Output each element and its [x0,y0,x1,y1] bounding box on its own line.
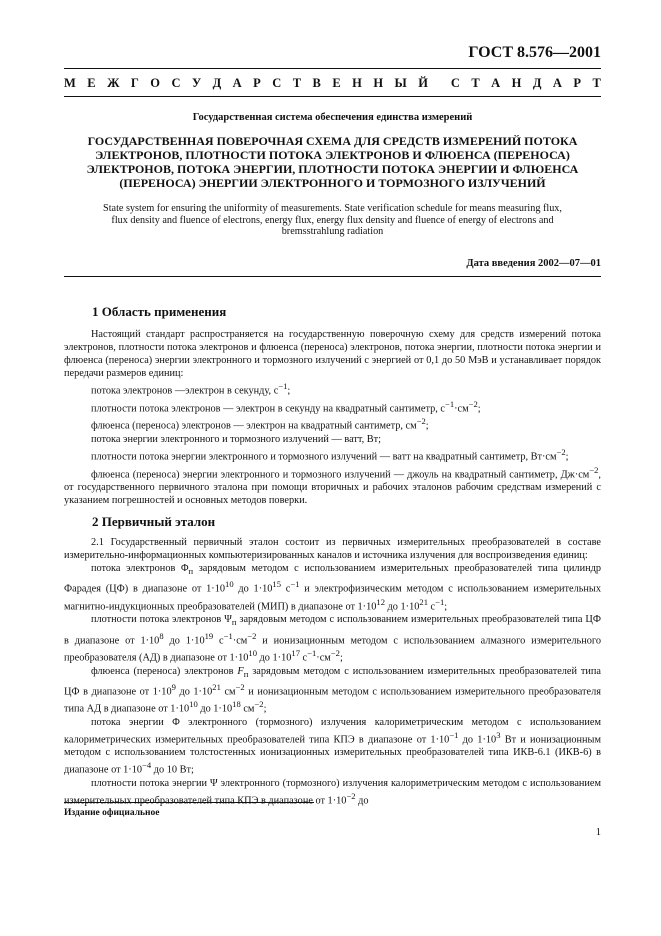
banner-letter: О [150,76,161,90]
banner-letter: Й [418,76,428,90]
banner-letter: Д [212,76,222,90]
section-2-heading: 2 Первичный эталон [92,514,216,529]
list-item: потока энергии электронного и тормозного излучений — ватт, Вт; [91,433,381,445]
banner-letter: М [64,76,76,90]
footer-rule [64,802,314,803]
banner-letter: Ж [107,76,120,90]
banner-letter: А [552,76,562,90]
list-item: плотности потока энергии электронного и тормозного излучений — ватт на квадратный сантиметр, $Вт\cdot см^{-2}$; [91,447,569,463]
banner-letter: С [171,76,181,90]
banner-letter: Н [352,76,362,90]
banner-letter: Т [292,76,302,90]
list-item: флюенса (переноса) энергии электронного и тормозного излучений — джоуль на квадратный сантиметр, $Дж\cdot см^{-2}$, от государственного первичного эталона при помощи вторичных и рабочих эталонов рабочим средствам измерений с указанием погрешностей и основных методов поверки. [64,464,601,507]
english-title-line: flux density and fluence of electrons, energy flux, energy flux density and fluence of energy of electrons and [111,214,554,226]
banner-letter: Т [592,76,601,90]
paragraph: плотности потока энергии Ψ электронного (тормозного) излучения калориметрическим методом с использованием измерительных преобразователей типа КПЭ в диапазоне от $1\cdot 10^{-2}$ до [64,777,601,807]
section-1-body [64,328,601,507]
english-title-line: State system for ensuring the uniformity of measurements. State verification schedule for means measuring flux, [103,203,562,214]
standard-banner [64,76,601,91]
banner-letter: Е [87,76,96,90]
banner-letter: Н [373,76,384,90]
banner-letter: Г [130,76,139,90]
english-title-line: bremsstrahlung radiation [281,226,384,237]
main-title-line: ЭЛЕКТРОНОВ, ПОТОКА ЭНЕРГИИ, ПЛОТНОСТИ ПОТОКА ЭНЕРГИИ И ФЛЮЕНСА [86,162,579,176]
banner-letter: В [312,76,321,90]
english-title [64,203,601,238]
banner-letter: Д [532,76,542,90]
paragraph: Настоящий стандарт распространяется на государственную поверочную схему для средств измерений потока электронов, плотности потока электронов и флюенса (переноса) электронов, потока энергии, плотности потока энергии и флюенса (переноса) энергии электронного и тормозного излучений с энергией от 0,1 до 50 МэВ и устанавливает порядок передачи размеров единиц: [64,329,601,380]
banner-letter: Р [253,76,261,90]
banner-letter: А [232,76,242,90]
banner-letter: У [191,76,202,90]
paragraph: флюенса (переноса) электронов $F_п$ зарядовым методом с использованием измерительных преобразователей типа ЦФ в диапазоне от $1\cdot 10^9$ до $1\cdot 10^{21}$ $см^{-2}$ и ионизационным методом с использованием измерительного преобразователя типа АД в диапазоне от $1\cdot 10^{10}$ до $1\cdot 10^{18}$ $см^{-2}$; [64,665,601,715]
section-1-heading: 1 Область применения [92,304,227,319]
section-2-body [64,536,601,808]
banner-letter: С [272,76,282,90]
banner-letter: Т [471,76,480,90]
paragraph: потока электронов $\Phi_п$ зарядовым методом с использованием измерительных преобразователей типа цилиндр Фарадея (ЦФ) в диапазоне от $1\cdot 10^{10}$ до $1\cdot 10^{15}$ $с^{-1}$ и электрофизическим методом с использованием измерительных магнитно-индукционных преобразователей (МИП) в диапазоне от $1\cdot 10^{12}$ до $1\cdot 10^{21}$ $с^{-1}$; [64,563,601,613]
paragraph: плотности потока электронов $\Psi_п$ зарядовым методом с использованием измерительных преобразователей типа ЦФ в диапазоне от $1\cdot 10^8$ до $1\cdot 10^{19}$ $с^{-1}\cdot см^{-2}$ и ионизационным методом с использованием алмазного измерительного преобразователя (АД) в диапазоне от $1\cdot 10^{10}$ до $1\cdot 10^{17}$ $с^{-1}\cdot см^{-2}$; [64,614,601,664]
banner-letter: Ы [394,76,407,90]
page-number: 1 [595,827,601,838]
banner-letter: Н [511,76,522,90]
paragraph: 2.1 Государственный первичный эталон состоит из первичных измерительных преобразователей в составе измерительно-информационных компьютеризированных каналов и источника излучения для воспроизведения единиц: [64,537,601,562]
banner-letter: С [450,76,460,90]
main-title-line: ГОСУДАРСТВЕННАЯ ПОВЕРОЧНАЯ СХЕМА ДЛЯ СРЕДСТВ ИЗМЕРЕНИЙ ПОТОКА [87,134,578,148]
edition-note: Издание официальное [64,808,160,818]
header-rule-top [64,68,601,69]
series-title: Государственная система обеспечения единства измерений [192,112,473,123]
main-title-line: (ПЕРЕНОСА) ЭНЕРГИИ ЭЛЕКТРОННОГО И ТОРМОЗНОГО ИЗЛУЧЕНИЙ [119,176,546,190]
doc-number: ГОСТ 8.576—2001 [468,44,601,61]
intro-date: Дата введения 2002—07—01 [466,258,601,269]
header-rule-bottom [64,96,601,97]
list-item: потока электронов —электрон в секунду, $с^{-1}$; [91,381,291,397]
main-title [64,134,601,190]
list-item: плотности потока электронов — электрон в секунду на квадратный сантиметр, $с^{-1}\cdot см^{-2}$; [91,398,481,415]
paragraph: потока энергии Φ электронного (тормозного) излучения калориметрическим методом с использованием калориметрических измерительных преобразователей типа КПЭ в диапазоне от $1\cdot 10^{-1}$ до $1\cdot 10^3$ Вт и ионизационным методом с использованием толстостенных ионизационных измерительных преобразователей типа ИКВ-6.1 (ИКВ-6) в диапазоне от $1\cdot 10^{-4}$ до 10 Вт; [64,716,601,776]
banner-letter: Е [332,76,341,90]
banner-letter: Р [573,76,582,90]
date-rule [64,276,601,277]
banner-letter: А [491,76,501,90]
list-item: флюенса (переноса) электронов — электрон на квадратный сантиметр, $см^{-2}$; [91,416,429,432]
main-title-line: ЭЛЕКТРОНОВ, ПЛОТНОСТИ ПОТОКА ЭЛЕКТРОНОВ И ФЛЮЕНСА (ПЕРЕНОСА) [95,148,570,162]
